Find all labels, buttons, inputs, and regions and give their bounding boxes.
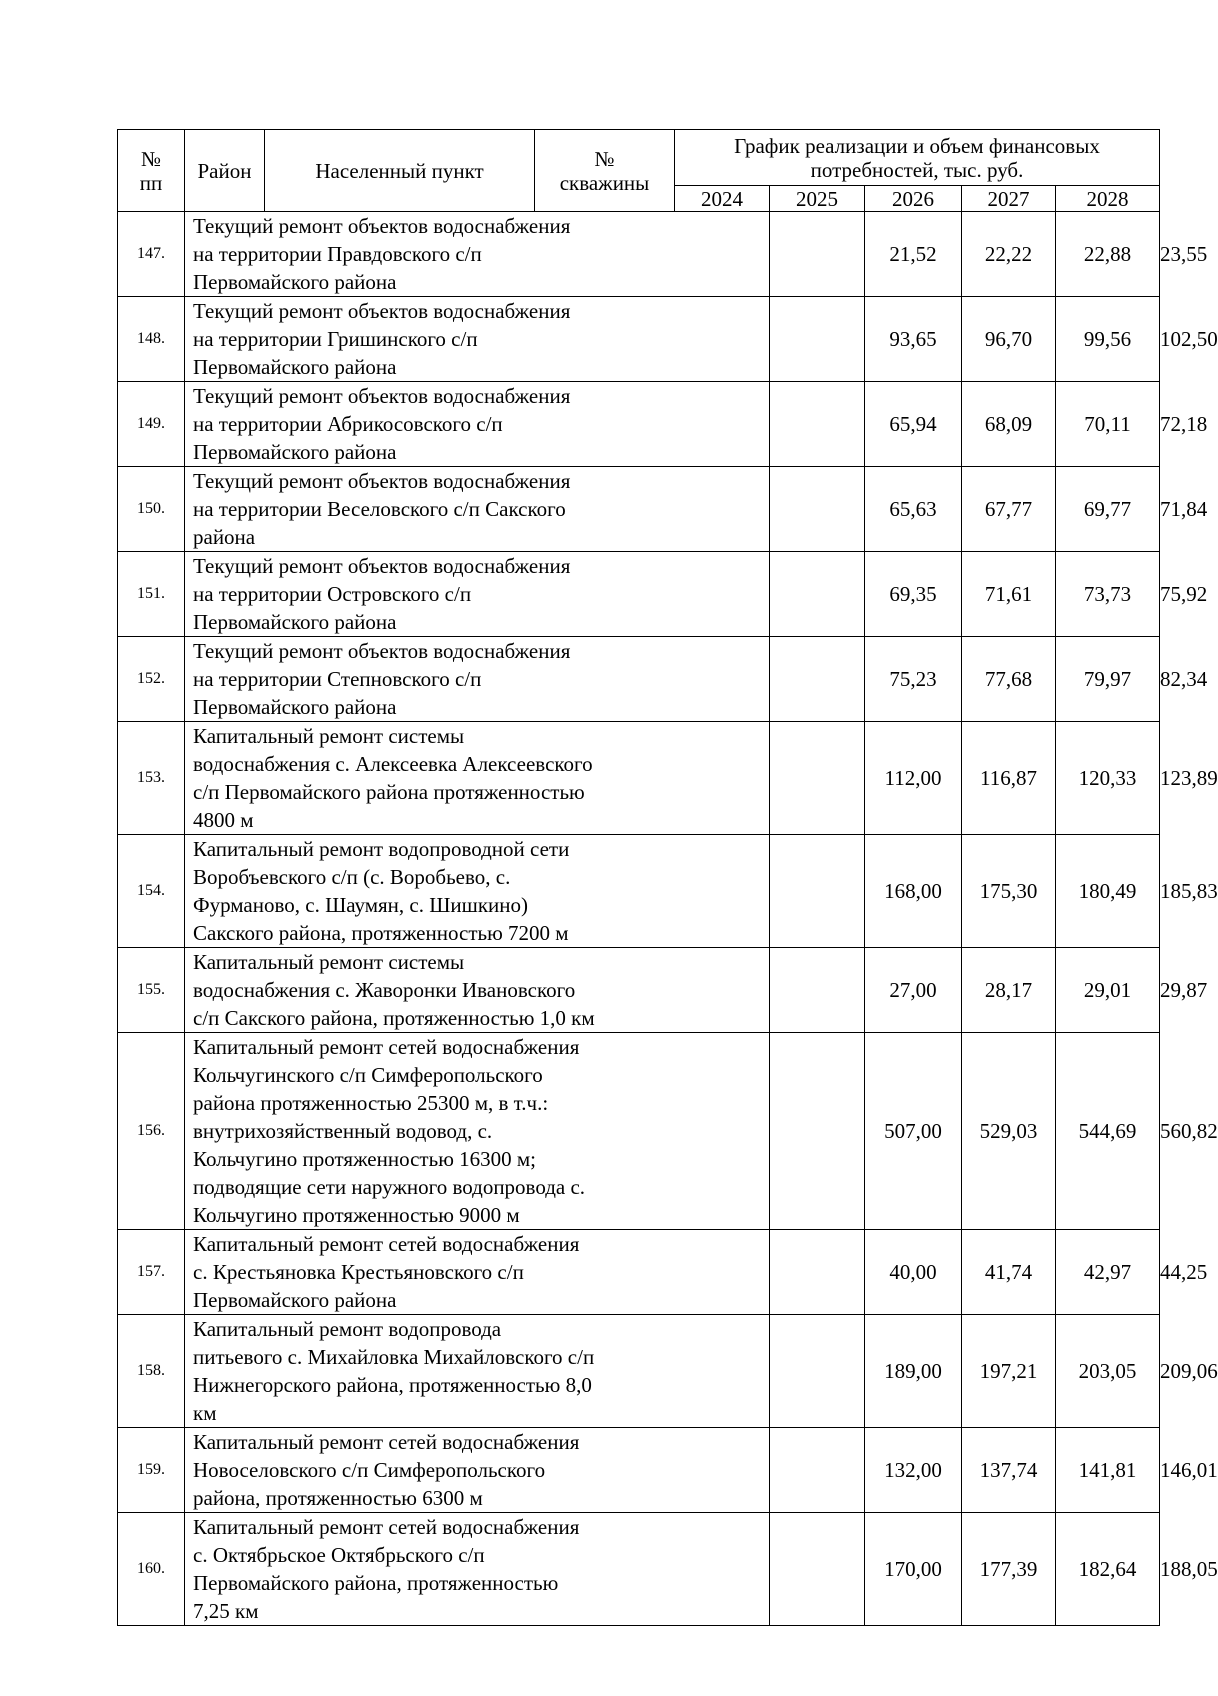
header-row [118, 130, 1160, 186]
value-2024 [770, 1230, 865, 1315]
value-2026: 71,61 [962, 552, 1056, 637]
row-description: Текущий ремонт объектов водоснабжения на территории Веселовского с/п Сакского района [185, 467, 770, 552]
value-2026: 177,39 [962, 1513, 1056, 1626]
row-description: Капитальный ремонт сетей водоснабжения Новоселовского с/п Симферопольского района, протяженностью 6300 м [185, 1428, 770, 1513]
row-description: Капитальный ремонт сетей водоснабжения с. Октябрьское Октябрьского с/п Первомайского района, протяженностью 7,25 км [185, 1513, 770, 1626]
header-year: 2024 [675, 186, 770, 212]
value-2024 [770, 552, 865, 637]
value-2027: 141,81 [1056, 1428, 1160, 1513]
table-row: 152. Текущий ремонт объектов водоснабжения на территории Степновского с/п Первомайского района 75,23 77,68 79,97 82,34 [118, 637, 1160, 722]
value-2025: 40,00 [865, 1230, 962, 1315]
value-2026: 22,22 [962, 212, 1056, 297]
value-2026: 67,77 [962, 467, 1056, 552]
value-2026: 41,74 [962, 1230, 1056, 1315]
header-year: 2028 [1056, 186, 1160, 212]
row-number: 153. [118, 722, 185, 835]
value-2027: 42,97 [1056, 1230, 1160, 1315]
row-number: 147. [118, 212, 185, 297]
value-2027: 120,33 [1056, 722, 1160, 835]
header-year: 2025 [770, 186, 865, 212]
value-2027: 22,88 [1056, 212, 1160, 297]
value-2027: 70,11 [1056, 382, 1160, 467]
row-number: 152. [118, 637, 185, 722]
row-description: Капитальный ремонт водопровода питьевого с. Михайловка Михайловского с/п Нижнегорского района, протяженностью 8,0 км [185, 1315, 770, 1428]
row-number: 149. [118, 382, 185, 467]
table-row: 159. Капитальный ремонт сетей водоснабжения Новоселовского с/п Симферопольского района, протяженностью 6300 м 132,00 137,74 141,81 146,01 [118, 1428, 1160, 1513]
value-2025: 65,94 [865, 382, 962, 467]
header-year: 2026 [865, 186, 962, 212]
row-number: 154. [118, 835, 185, 948]
value-2027: 29,01 [1056, 948, 1160, 1033]
value-2025: 75,23 [865, 637, 962, 722]
value-2027: 79,97 [1056, 637, 1160, 722]
row-number: 159. [118, 1428, 185, 1513]
value-2024 [770, 722, 865, 835]
row-description: Капитальный ремонт системы водоснабжения с. Жаворонки Ивановского с/п Сакского района, протяженностью 1,0 км [185, 948, 770, 1033]
value-2026: 197,21 [962, 1315, 1056, 1428]
value-2027: 203,05 [1056, 1315, 1160, 1428]
row-description: Капитальный ремонт сетей водоснабжения с. Крестьяновка Крестьяновского с/п Первомайского района [185, 1230, 770, 1315]
row-description: Текущий ремонт объектов водоснабжения на территории Правдовского с/п Первомайского района [185, 212, 770, 297]
table-row: 154. Капитальный ремонт водопроводной сети Воробъевского с/п (с. Воробьево, с. Фурманово, с. Шаумян, с. Шишкино) Сакского района, протяженностью 7200 м 168,00 175,30 180,49 185,83 [118, 835, 1160, 948]
value-2024 [770, 297, 865, 382]
value-2024 [770, 948, 865, 1033]
value-2024 [770, 1428, 865, 1513]
value-2024 [770, 835, 865, 948]
row-description: Текущий ремонт объектов водоснабжения на территории Островского с/п Первомайского района [185, 552, 770, 637]
value-2025: 65,63 [865, 467, 962, 552]
row-description: Текущий ремонт объектов водоснабжения на территории Гришинского с/п Первомайского района [185, 297, 770, 382]
table-row: 158. Капитальный ремонт водопровода питьевого с. Михайловка Михайловского с/п Нижнегорского района, протяженностью 8,0 км 189,00 197,21 203,05 209,06 [118, 1315, 1160, 1428]
header-schedule: График реализации и объем финансовых потребностей, тыс. руб. [675, 130, 1160, 186]
value-2026: 77,68 [962, 637, 1056, 722]
table-row: 153. Капитальный ремонт системы водоснабжения с. Алексеевка Алексеевского с/п Первомайского района протяженностью 4800 м 112,00 116,87 120,33 123,89 [118, 722, 1160, 835]
row-description: Капитальный ремонт водопроводной сети Воробъевского с/п (с. Воробьево, с. Фурманово, с. Шаумян, с. Шишкино) Сакского района, протяженностью 7200 м [185, 835, 770, 948]
table-row: 149. Текущий ремонт объектов водоснабжения на территории Абрикосовского с/п Первомайского района 65,94 68,09 70,11 72,18 [118, 382, 1160, 467]
table-row: 156. Капитальный ремонт сетей водоснабжения Кольчугинского с/п Симферопольского района протяженностью 25300 м, в т.ч.: внутрихозяйственный водовод, с. Кольчугино протяженностью 16300 м; подводящие сети наружного водопровода с. Кольчугино протяженностью 9000 м 507,00 529,03 544,69 560,82 [118, 1033, 1160, 1230]
table-row: 160. Капитальный ремонт сетей водоснабжения с. Октябрьское Октябрьского с/п Первомайского района, протяженностью 7,25 км 170,00 177,39 182,64 188,05 [118, 1513, 1160, 1626]
row-description: Капитальный ремонт сетей водоснабжения Кольчугинского с/п Симферопольского района протяженностью 25300 м, в т.ч.: внутрихозяйственный водовод, с. Кольчугино протяженностью 16300 м; подводящие сети наружного водопровода с. Кольчугино протяженностью 9000 м [185, 1033, 770, 1230]
value-2025: 189,00 [865, 1315, 962, 1428]
value-2027: 69,77 [1056, 467, 1160, 552]
header-district: Район [185, 130, 265, 212]
value-2024 [770, 1315, 865, 1428]
header-well-number: № скважины [535, 130, 675, 212]
table-row: 148. Текущий ремонт объектов водоснабжения на территории Гришинского с/п Первомайского района 93,65 96,70 99,56 102,50 [118, 297, 1160, 382]
row-number: 148. [118, 297, 185, 382]
row-description: Текущий ремонт объектов водоснабжения на территории Абрикосовского с/п Первомайского района [185, 382, 770, 467]
value-2024 [770, 467, 865, 552]
value-2026: 175,30 [962, 835, 1056, 948]
value-2027: 180,49 [1056, 835, 1160, 948]
row-number: 156. [118, 1033, 185, 1230]
table-row: 155. Капитальный ремонт системы водоснабжения с. Жаворонки Ивановского с/п Сакского района, протяженностью 1,0 км 27,00 28,17 29,01 29,87 [118, 948, 1160, 1033]
value-2027: 544,69 [1056, 1033, 1160, 1230]
value-2025: 170,00 [865, 1513, 962, 1626]
value-2026: 529,03 [962, 1033, 1056, 1230]
value-2024 [770, 382, 865, 467]
value-2026: 116,87 [962, 722, 1056, 835]
header-year: 2027 [962, 186, 1056, 212]
value-2024 [770, 1513, 865, 1626]
row-number: 160. [118, 1513, 185, 1626]
row-number: 155. [118, 948, 185, 1033]
value-2027: 73,73 [1056, 552, 1160, 637]
table-row: 157. Капитальный ремонт сетей водоснабжения с. Крестьяновка Крестьяновского с/п Первомайского района 40,00 41,74 42,97 44,25 [118, 1230, 1160, 1315]
value-2025: 93,65 [865, 297, 962, 382]
value-2025: 168,00 [865, 835, 962, 948]
header-settlement: Населенный пункт [265, 130, 535, 212]
value-2026: 96,70 [962, 297, 1056, 382]
table-row: 147. Текущий ремонт объектов водоснабжения на территории Правдовского с/п Первомайского района 21,52 22,22 22,88 23,55 [118, 212, 1160, 297]
value-2026: 68,09 [962, 382, 1056, 467]
row-description: Текущий ремонт объектов водоснабжения на территории Степновского с/п Первомайского района [185, 637, 770, 722]
header-number: № пп [118, 130, 185, 212]
row-number: 151. [118, 552, 185, 637]
value-2025: 112,00 [865, 722, 962, 835]
value-2025: 27,00 [865, 948, 962, 1033]
table-row: 151. Текущий ремонт объектов водоснабжения на территории Островского с/п Первомайского района 69,35 71,61 73,73 75,92 [118, 552, 1160, 637]
financing-table [117, 129, 1218, 1626]
row-number: 150. [118, 467, 185, 552]
value-2025: 132,00 [865, 1428, 962, 1513]
value-2027: 99,56 [1056, 297, 1160, 382]
value-2027: 182,64 [1056, 1513, 1160, 1626]
value-2026: 137,74 [962, 1428, 1056, 1513]
value-2025: 69,35 [865, 552, 962, 637]
value-2025: 507,00 [865, 1033, 962, 1230]
value-2024 [770, 1033, 865, 1230]
value-2024 [770, 637, 865, 722]
value-2026: 28,17 [962, 948, 1056, 1033]
table-row: 150. Текущий ремонт объектов водоснабжения на территории Веселовского с/п Сакского района 65,63 67,77 69,77 71,84 [118, 467, 1160, 552]
row-number: 157. [118, 1230, 185, 1315]
value-2025: 21,52 [865, 212, 962, 297]
row-description: Капитальный ремонт системы водоснабжения с. Алексеевка Алексеевского с/п Первомайского района протяженностью 4800 м [185, 722, 770, 835]
value-2024 [770, 212, 865, 297]
row-number: 158. [118, 1315, 185, 1428]
